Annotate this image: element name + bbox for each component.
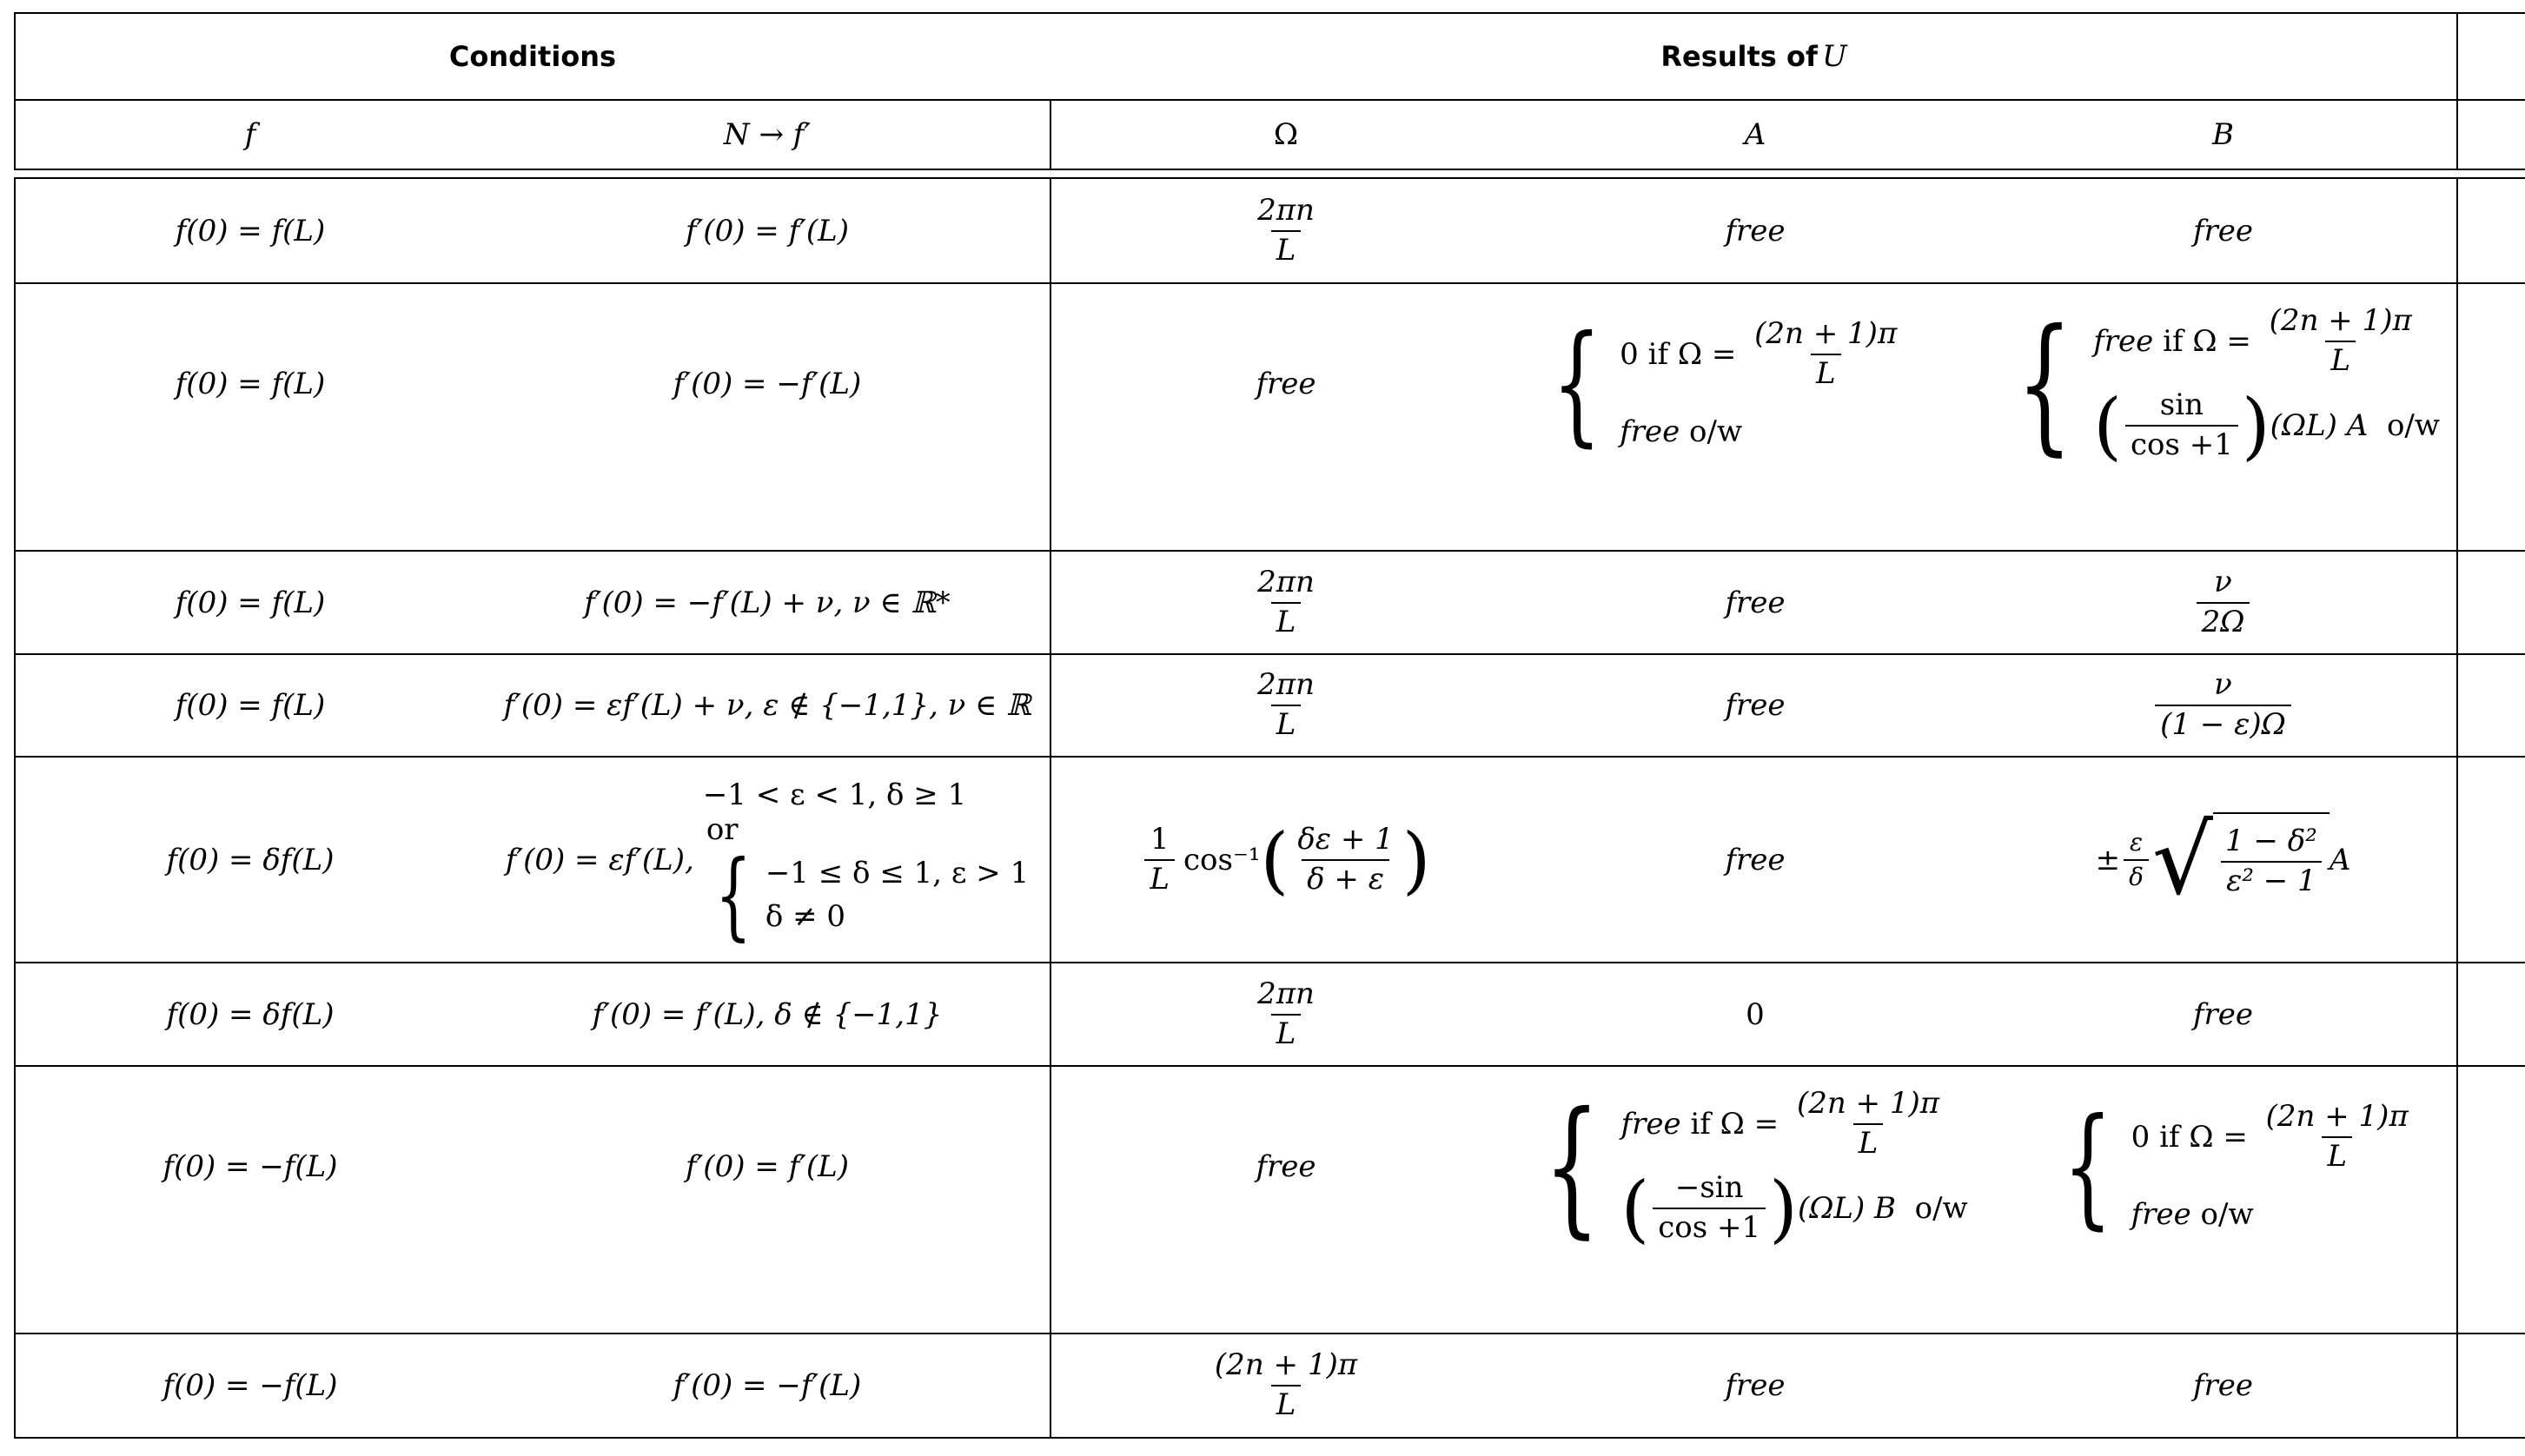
cell-omega: $\frac{(2n + 1)\pi}{L}$ [1214,1347,1358,1422]
cell-f: f(0) = f(L) [175,213,326,248]
cell-b: free [2192,1368,2254,1403]
col-header-f: f [244,117,256,152]
cell-omega: $\frac{2\pi n}{L}$ [1257,192,1315,268]
col-header-n: N → f′ [723,117,812,152]
cell-f: f(0) = −f(L) [162,1149,338,1184]
cell-omega: $\frac{2\pi n}{L}$ [1257,667,1315,742]
cell-f: f(0) = δf(L) [166,842,335,877]
cell-omega: free [1256,1149,1316,1184]
cell-b: $\frac{\nu}{(1 - \varepsilon)\Omega}$ [1990,655,2456,756]
col-header-b: B [2212,117,2234,152]
cell-n: f′(0) = εf′(L) + ν, ε ∉ {−1,1}, ν ∈ ℝ [503,688,1031,723]
cell-b: $\frac{\nu}{2\Omega}$ [1990,552,2456,653]
cell-omega: $\frac{2\pi n}{L}$ [1257,976,1315,1051]
cell-a: free [1725,842,1786,877]
cell-n-conditions: f′(0) = εf′(L), −1 < ε < 1, δ ≥ 1 or { −1 ≤ δ ≤ 1, ε > 1 δ ≠ 0 [505,777,1030,950]
cell-f: f(0) = δf(L) [166,996,335,1032]
cell-omega: $\frac{1}{L}$ cos⁻¹ ( $\frac{\delta\varepsilon + 1}{\delta + \varepsilon}$ ) [1051,758,1521,962]
cell-f: f(0) = f(L) [175,585,326,620]
cell-n: f′(0) = −f′(L) + ν, ν ∈ ℝ* [584,585,951,620]
cell-f: f(0) = f(L) [175,688,326,723]
cell-a-cases: { 0 if Ω = $\frac{(2n + 1)\pi}{L}$ free o/w [1551,308,1898,460]
cell-b: ± $\frac{\varepsilon}{\delta}$ √ $\frac{\text{1 − δ²}}{\text{ε² − 1}}$ A [2095,804,2351,916]
cell-omega: free [1256,367,1316,401]
cell-a-cases: { free if Ω = $\frac{(2n + 1)\pi}{L}$ ( $\frac{-\sin}{\cos +1}$ ) (ΩL) B o/w [1543,1081,1968,1253]
cell-a: 0 [1746,996,1765,1032]
cell-n: f′(0) = f′(L), δ ∉ {−1,1} [592,996,943,1032]
col-header-omega: Ω [1273,117,1299,152]
cell-a: free [1725,1368,1786,1403]
cell-f: f(0) = f(L) [175,367,326,401]
cell-a: free [1725,585,1786,620]
results-header: Results of U [1660,39,1847,74]
cell-n: f′(0) = f′(L) [686,1149,849,1184]
cell-b-cases: { free if Ω = $\frac{(2n + 1)\pi}{L}$ ( $\frac{\sin}{\cos +1}$ ) (ΩL) A o/w [2016,298,2440,470]
cell-a: free [1725,213,1786,248]
cell-b: free [2192,996,2254,1032]
cell-n: f′(0) = −f′(L) [673,1368,862,1403]
cell-omega: $\frac{2\pi n}{L}$ [1257,564,1315,639]
conditions-header: Conditions [448,40,617,73]
cell-f: f(0) = −f(L) [162,1368,338,1403]
cell-a: free [1725,688,1786,723]
cell-b: free [2192,213,2254,248]
cell-n: f′(0) = −f′(L) [673,367,862,401]
cell-b-cases: { 0 if Ω = $\frac{(2n + 1)\pi}{L}$ free o/w [2063,1091,2409,1242]
col-header-a: A [1744,117,1766,152]
cell-n: f′(0) = f′(L) [686,213,849,248]
